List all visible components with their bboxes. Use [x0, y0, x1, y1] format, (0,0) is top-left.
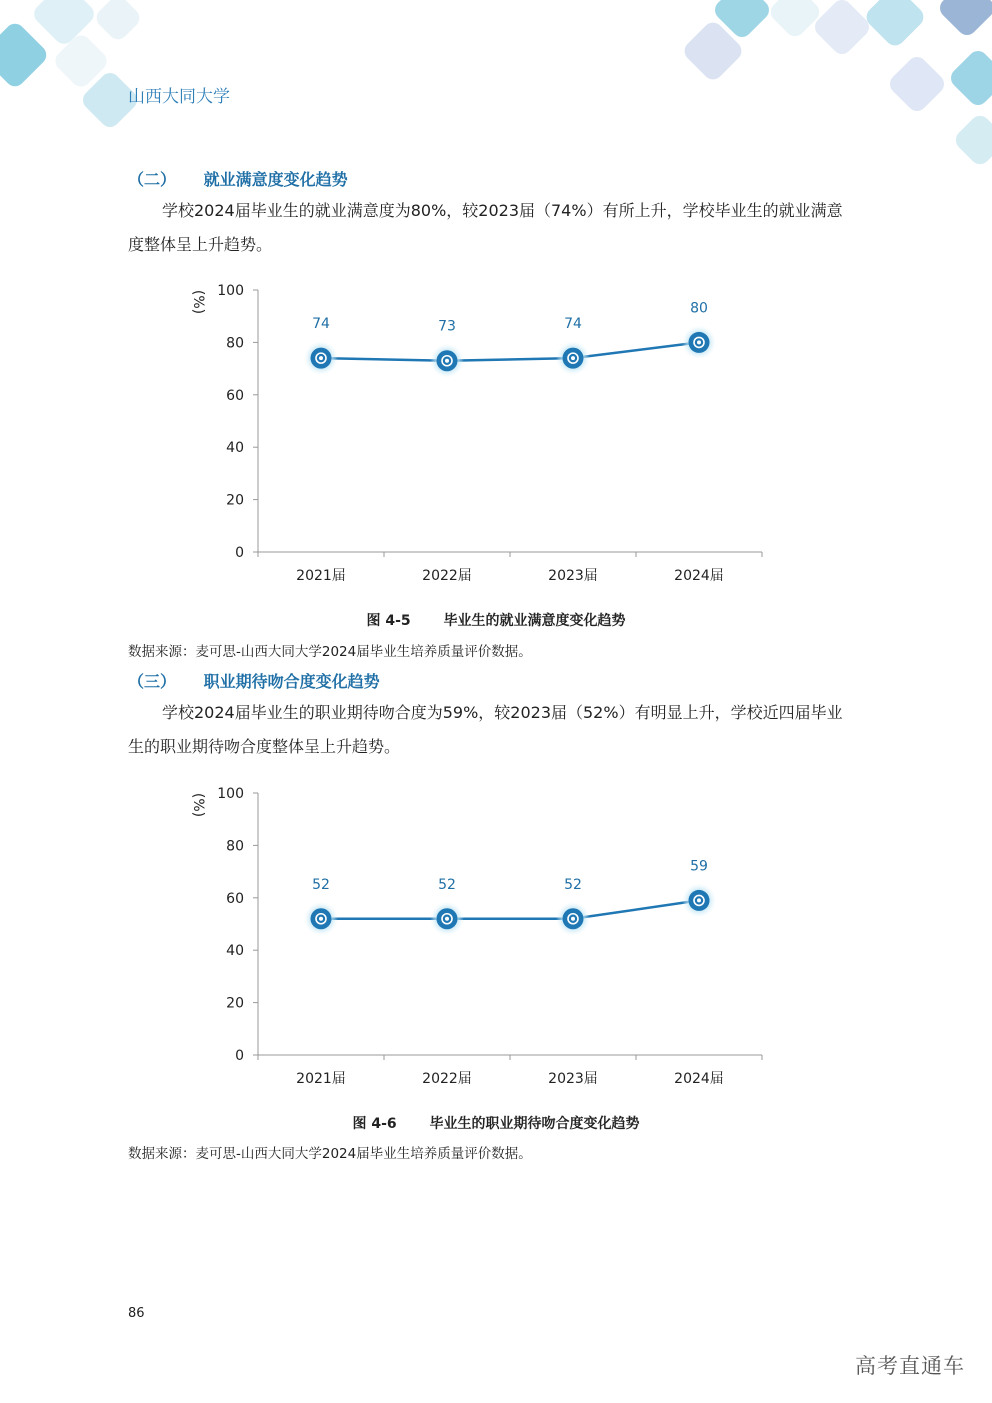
y-tick-label: 80	[226, 335, 244, 352]
data-label: 52	[312, 876, 330, 893]
x-tick-label: 2023届	[548, 568, 598, 584]
data-point-center	[319, 356, 323, 360]
section-3-paragraph: 学校2024届毕业生的职业期待吻合度为59%，较2023届（52%）有明显上升，学校近四届毕业生的职业期待吻合度整体呈上升趋势。	[128, 703, 843, 756]
y-tick-label: 0	[235, 545, 244, 561]
x-tick-label: 2024届	[674, 568, 724, 584]
x-tick-label: 2021届	[296, 1071, 346, 1087]
data-label: 52	[564, 876, 582, 893]
series-line	[321, 900, 699, 918]
section-title: 就业满意度变化趋势	[203, 170, 348, 189]
data-label: 59	[690, 858, 708, 875]
series-line	[321, 342, 699, 360]
y-axis-label: (%)	[190, 289, 206, 315]
x-tick-label: 2022届	[422, 568, 472, 584]
data-point-center	[697, 898, 701, 902]
y-tick-label: 60	[226, 387, 244, 404]
figure-4-6-source: 数据来源：麦可思-山西大同大学2024届毕业生培养质量评价数据。	[128, 1146, 532, 1162]
x-tick-label: 2022届	[422, 1071, 472, 1087]
section-number: （三）	[128, 672, 177, 691]
data-point-center	[319, 917, 323, 921]
y-tick-label: 20	[226, 492, 244, 509]
chart-svg	[170, 270, 780, 590]
x-tick-label: 2023届	[548, 1071, 598, 1087]
figure-title: 毕业生的就业满意度变化趋势	[443, 613, 626, 629]
y-tick-label: 100	[217, 283, 244, 299]
y-tick-label: 20	[226, 995, 244, 1012]
y-tick-label: 100	[217, 786, 244, 802]
section-number: （二）	[128, 170, 177, 189]
y-tick-label: 80	[226, 838, 244, 855]
data-label: 80	[690, 300, 708, 317]
section-title: 职业期待吻合度变化趋势	[203, 672, 380, 691]
y-tick-label: 40	[226, 440, 244, 457]
expectation-match-trend-chart	[170, 773, 780, 1093]
figure-title: 毕业生的职业期待吻合度变化趋势	[429, 1116, 640, 1132]
data-point-center	[571, 917, 575, 921]
data-label: 74	[564, 316, 582, 333]
data-label: 52	[438, 876, 456, 893]
data-point-center	[445, 917, 449, 921]
data-point-center	[697, 340, 701, 344]
section-2-paragraph: 学校2024届毕业生的就业满意度为80%，较2023届（74%）有所上升，学校毕业生的就业满意度整体呈上升趋势。	[128, 201, 843, 254]
chart-svg	[170, 773, 780, 1093]
figure-4-5-source: 数据来源：麦可思-山西大同大学2024届毕业生培养质量评价数据。	[128, 644, 532, 660]
section-heading-2	[128, 167, 348, 190]
data-point-center	[445, 359, 449, 363]
y-tick-label: 0	[235, 1048, 244, 1064]
data-label: 73	[438, 318, 456, 335]
y-axis-label: (%)	[190, 792, 206, 818]
figure-label: 图 4-5	[366, 613, 411, 629]
watermark: 高考直通车	[855, 1354, 965, 1378]
header-title: 山西大同大学	[128, 87, 230, 107]
figure-4-5-caption	[0, 610, 992, 630]
x-tick-label: 2024届	[674, 1071, 724, 1087]
x-tick-label: 2021届	[296, 568, 346, 584]
page-number: 86	[128, 1306, 145, 1321]
y-tick-label: 60	[226, 890, 244, 907]
section-heading-3	[128, 669, 380, 692]
data-label: 74	[312, 316, 330, 333]
data-point-center	[571, 356, 575, 360]
figure-label: 图 4-6	[352, 1116, 397, 1132]
figure-4-6-caption	[0, 1113, 992, 1133]
y-tick-label: 40	[226, 943, 244, 960]
satisfaction-trend-chart	[170, 270, 780, 590]
